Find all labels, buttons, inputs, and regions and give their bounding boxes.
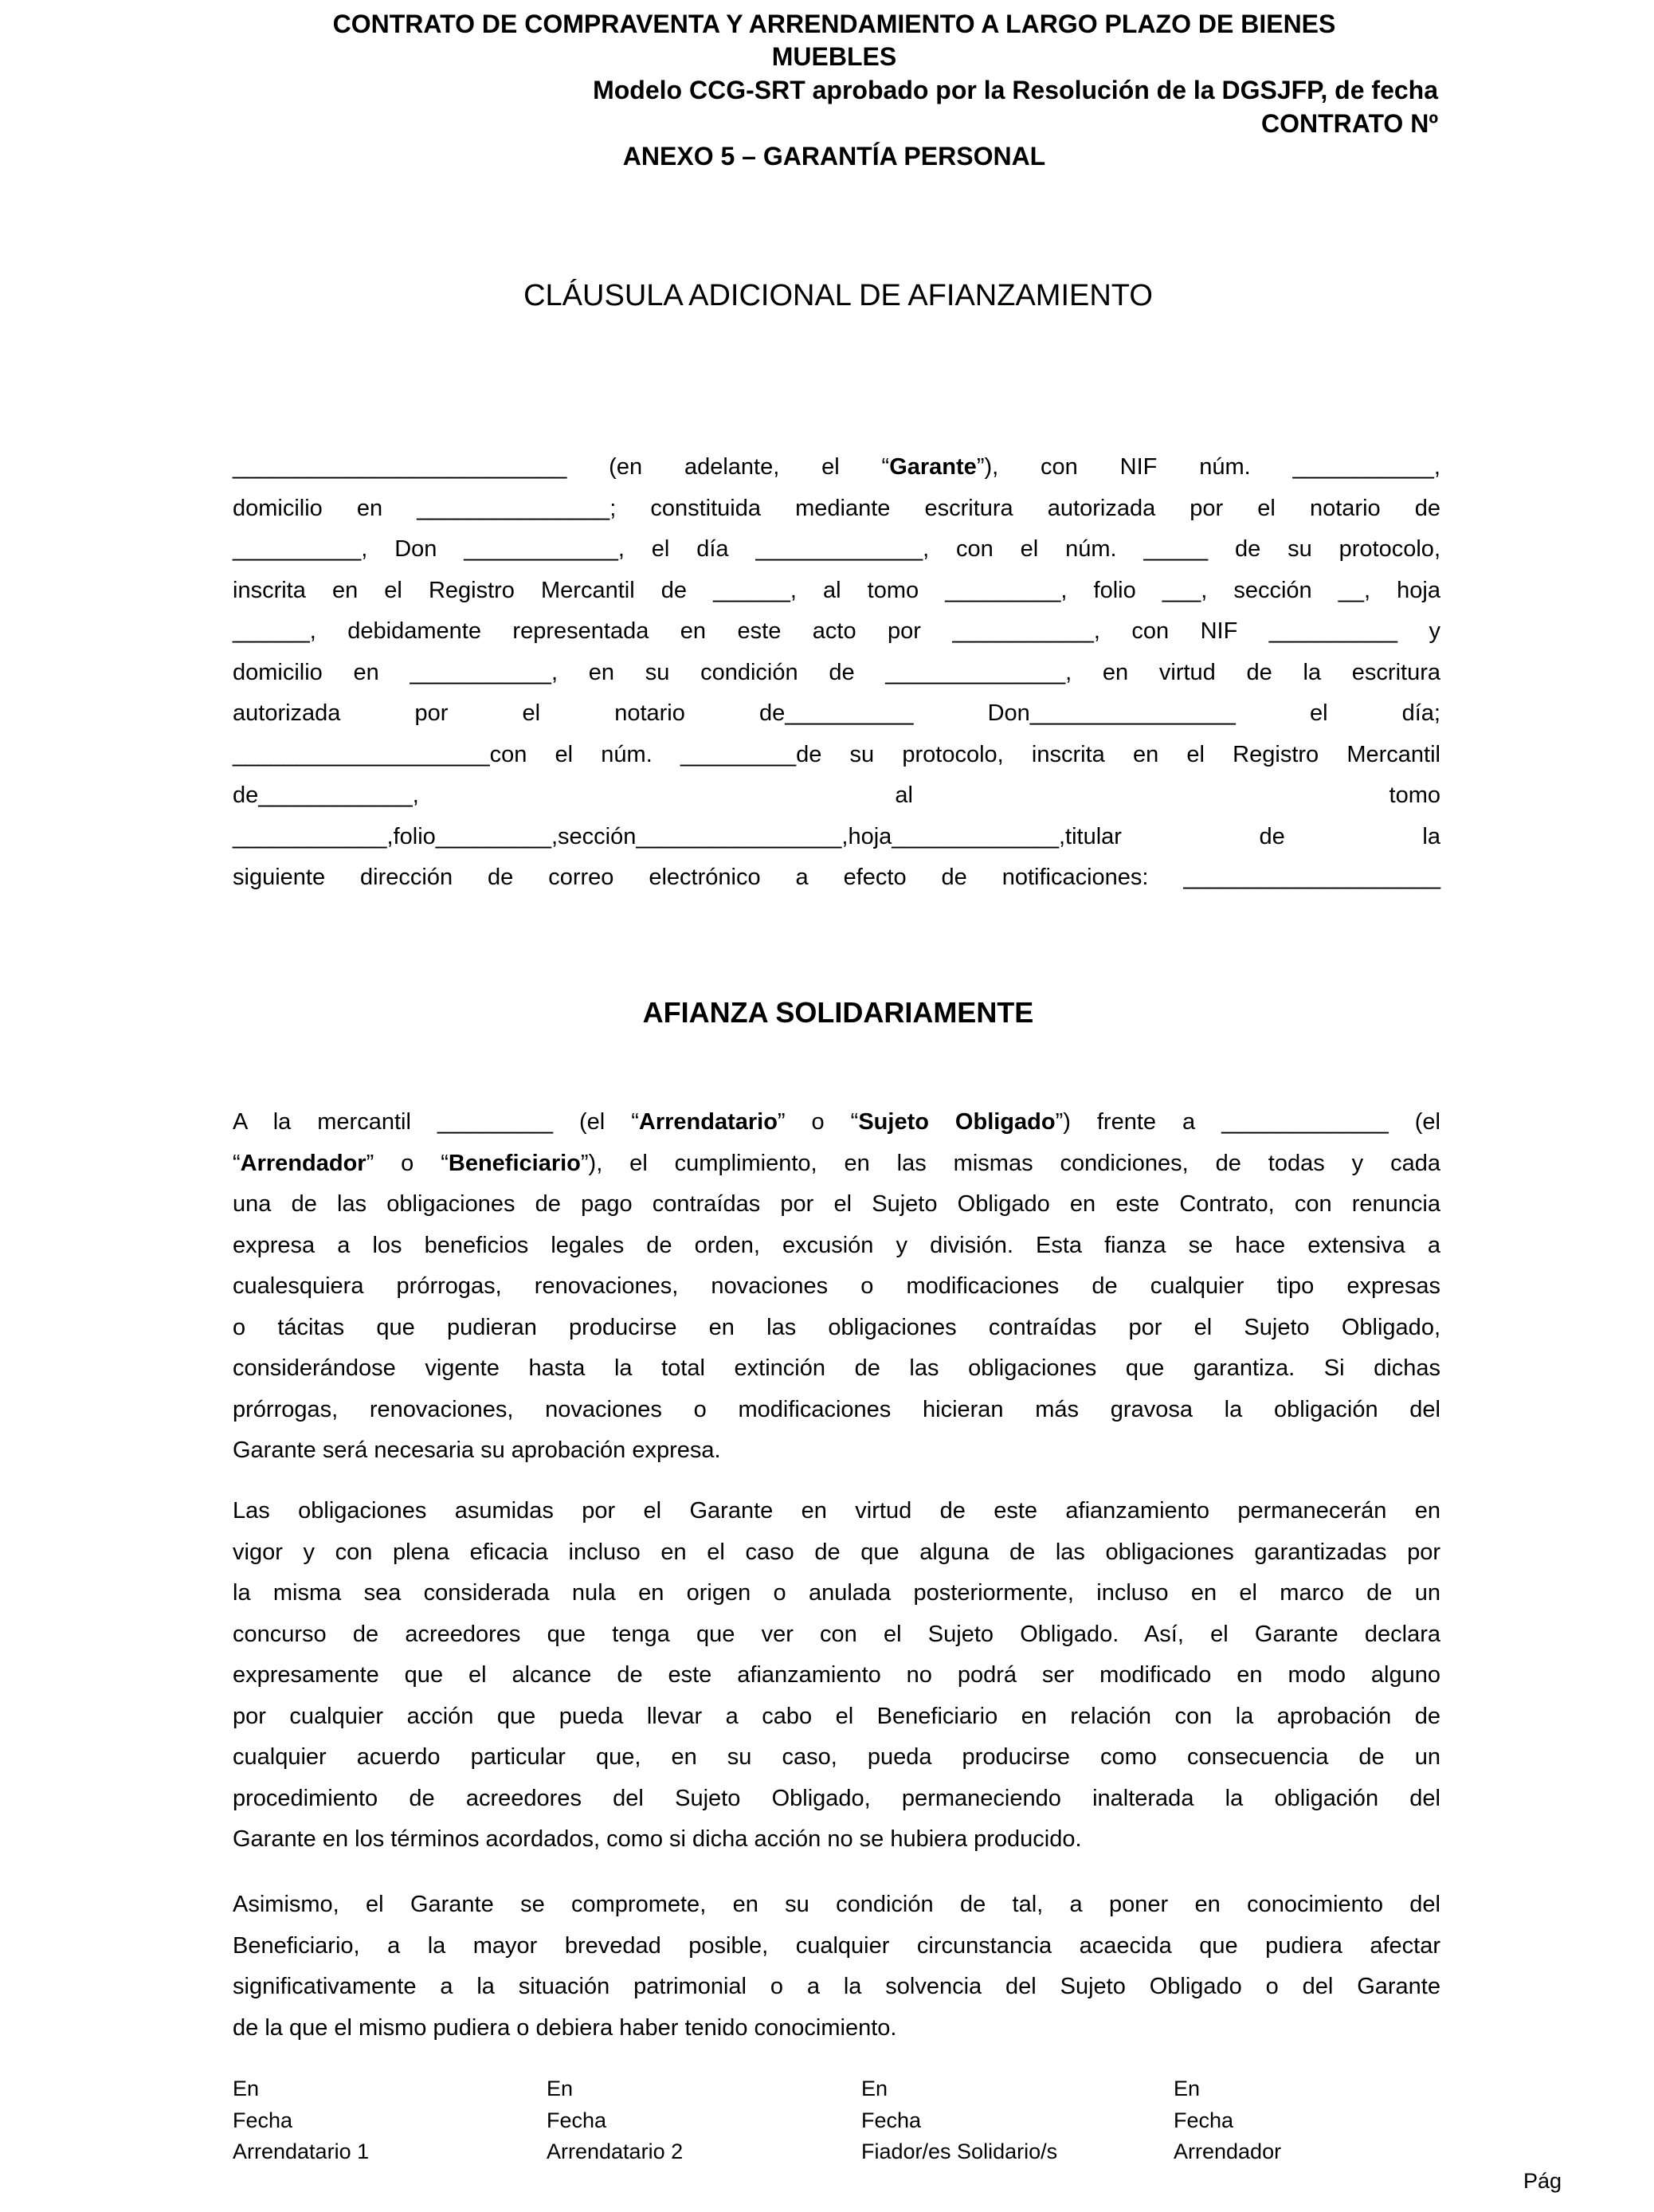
text-line — [233, 1885, 1440, 1926]
signature-place: En — [233, 2077, 260, 2100]
text-segment: “ — [233, 1150, 241, 1176]
signature-date: Fecha — [861, 2108, 922, 2132]
text-segment: ” o “ — [777, 1109, 859, 1135]
header-title-line1: CONTRATO DE COMPRAVENTA Y ARRENDAMIENTO A LARGO PLAZO DE BIENES — [332, 10, 1336, 38]
text-line — [233, 1143, 1440, 1185]
text-line — [233, 1430, 1440, 1472]
text-line — [233, 1614, 1440, 1656]
text-segment: concurso de acreedores que tenga que ver con el Sujeto Obligado. Así, el Garante declara — [233, 1621, 1440, 1647]
header-title-line2: MUEBLES — [771, 42, 897, 71]
text-segment: o tácitas que pudieran producirse en las obligaciones contraídas por el Sujeto Obligado, — [233, 1314, 1440, 1340]
text-line — [233, 653, 1440, 694]
paragraph-guarantee — [233, 1102, 1440, 1472]
text-segment: autorizada por el notario de__________ Don________________ el día; — [233, 700, 1440, 726]
text-line — [233, 1819, 1440, 1861]
text-segment: de____________, al tomo — [233, 782, 1440, 808]
bold-term: Garante — [889, 454, 977, 480]
text-segment: Asimismo, el Garante se compromete, en su condición de tal, a poner en conocimiento del — [233, 1892, 1440, 1917]
signature-date: Fecha — [233, 2108, 293, 2132]
text-segment: ”), con NIF núm. ___________, — [976, 454, 1440, 480]
text-segment: A la mercantil _________ (el “ — [233, 1109, 639, 1135]
signature-role: Fiador/es Solidario/s — [861, 2139, 1058, 2163]
text-line — [233, 775, 1440, 817]
text-segment: Garante será necesaria su aprobación expresa. — [233, 1437, 721, 1463]
text-line — [233, 488, 1440, 530]
signature-role: Arrendatario 2 — [547, 2139, 684, 2163]
text-segment: procedimiento de acreedores del Sujeto Obligado, permaneciendo inalterada la obligación del — [233, 1785, 1440, 1811]
text-line — [233, 1926, 1440, 1967]
text-segment: Garante en los términos acordados, como si dicha acción no se hubiera producido. — [233, 1826, 1082, 1852]
text-line — [233, 735, 1440, 776]
text-line — [233, 1266, 1440, 1308]
text-line — [233, 1696, 1440, 1738]
bold-term: Beneficiario — [448, 1150, 581, 1176]
paragraph-guarantor-details — [233, 447, 1440, 899]
text-line — [233, 1184, 1440, 1226]
signature-place: En — [1174, 2077, 1201, 2100]
text-segment: vigor y con plena eficacia incluso en el caso de que alguna de las obligaciones garantizadas por — [233, 1539, 1440, 1565]
text-line — [233, 1655, 1440, 1696]
signature-block-4 — [1174, 2073, 1281, 2168]
text-segment: ______, debidamente representada en este acto por ___________, con NIF __________ y — [233, 618, 1440, 644]
text-segment: de la que el mismo pudiera o debiera haber tenido conocimiento. — [233, 2014, 897, 2041]
text-line — [233, 1390, 1440, 1431]
header-contract-number: CONTRATO Nº — [1260, 109, 1438, 138]
clause-title: CLÁUSULA ADICIONAL DE AFIANZAMIENTO — [523, 279, 1153, 312]
signature-date: Fecha — [1174, 2108, 1234, 2132]
signature-block-3 — [861, 2073, 1057, 2168]
text-line — [233, 857, 1440, 899]
text-segment: ”), el cumplimiento, en las mismas condiciones, de todas y cada — [580, 1150, 1440, 1176]
text-line — [233, 2008, 1440, 2049]
text-segment: domicilio en _______________; constituida mediante escritura autorizada por el notario de — [233, 495, 1440, 521]
text-line — [233, 529, 1440, 571]
text-segment: inscrita en el Registro Mercantil de ______, al tomo _________, folio ___, sección __, hoja — [233, 577, 1440, 603]
text-segment: ” o “ — [366, 1150, 449, 1176]
text-segment: Beneficiario, a la mayor brevedad posible, cualquier circunstancia acaecida que pudiera afectar — [233, 1932, 1440, 1959]
text-segment: __________, Don ____________, el día _____________, con el núm. _____ de su protocolo, — [233, 536, 1440, 562]
text-line — [233, 693, 1440, 735]
signature-place: En — [861, 2077, 888, 2100]
text-segment: cualesquiera prórrogas, renovaciones, novaciones o modificaciones de cualquier tipo expresas — [233, 1273, 1440, 1299]
text-segment: Las obligaciones asumidas por el Garante en virtud de este afianzamiento permanecerán en — [233, 1498, 1440, 1524]
text-segment: expresamente que el alcance de este afianzamiento no podrá ser modificado en modo alguno — [233, 1662, 1440, 1688]
text-line — [233, 1737, 1440, 1779]
page-number-label: Pág — [1523, 2169, 1562, 2193]
text-line — [233, 447, 1440, 488]
section-title: AFIANZA SOLIDARIAMENTE — [642, 996, 1034, 1029]
text-segment: expresa a los beneficios legales de orden, excusión y división. Esta fianza se hace extensiva a — [233, 1232, 1440, 1258]
text-line — [233, 1967, 1440, 2008]
text-line — [233, 1348, 1440, 1390]
text-line — [233, 1491, 1440, 1532]
text-segment: ____________________con el núm. _________de su protocolo, inscrita en el Registro Mercantil — [233, 741, 1440, 767]
text-segment: ”) frente a _____________ (el — [1055, 1109, 1440, 1135]
signature-place: En — [547, 2077, 574, 2100]
signature-block-2 — [547, 2073, 683, 2168]
text-segment: significativamente a la situación patrimonial o a la solvencia del Sujeto Obligado o del Garante — [233, 1974, 1440, 1999]
header-model: Modelo CCG-SRT aprobado por la Resolución de la DGSJFP, de fecha — [593, 76, 1438, 104]
text-line — [233, 1573, 1440, 1614]
signature-block-1 — [233, 2073, 369, 2168]
text-segment: prórrogas, renovaciones, novaciones o modificaciones hicieran más gravosa la obligación del — [233, 1396, 1440, 1422]
bold-term: Arrendatario — [638, 1109, 778, 1135]
signature-role: Arrendatario 1 — [233, 2139, 370, 2163]
text-segment: por cualquier acción que pueda llevar a cabo el Beneficiario en relación con la aprobación de — [233, 1703, 1440, 1729]
signature-role: Arrendador — [1174, 2139, 1282, 2163]
text-line — [233, 611, 1440, 653]
text-segment: considerándose vigente hasta la total extinción de las obligaciones que garantiza. Si dichas — [233, 1355, 1440, 1381]
text-line — [233, 1779, 1440, 1820]
text-segment: cualquier acuerdo particular que, en su caso, pueda producirse como consecuencia de un — [233, 1744, 1440, 1770]
text-segment: ____________,folio_________,sección________________,hoja_____________,titular de la — [233, 823, 1440, 849]
text-line — [233, 817, 1440, 858]
text-line — [233, 1226, 1440, 1267]
header-annex: ANEXO 5 – GARANTÍA PERSONAL — [622, 142, 1046, 171]
text-line — [233, 571, 1440, 612]
text-line — [233, 1102, 1440, 1143]
bold-term: Arrendador — [240, 1150, 366, 1176]
paragraph-notification — [233, 1885, 1440, 2049]
signature-date: Fecha — [547, 2108, 607, 2132]
text-segment: la misma sea considerada nula en origen o anulada posteriormente, incluso en el marco de un — [233, 1580, 1440, 1606]
text-segment: domicilio en ___________, en su condición de ______________, en virtud de la escritura — [233, 659, 1440, 685]
text-segment: una de las obligaciones de pago contraídas por el Sujeto Obligado en este Contrato, con renuncia — [233, 1191, 1440, 1217]
bold-term: Sujeto Obligado — [858, 1109, 1056, 1135]
text-line — [233, 1308, 1440, 1349]
text-segment: siguiente dirección de correo electrónico a efecto de notificaciones: ____________________ — [233, 865, 1440, 890]
paragraph-obligations — [233, 1491, 1440, 1861]
text-line — [233, 1532, 1440, 1574]
text-segment: __________________________ (en adelante, el “ — [233, 454, 890, 480]
